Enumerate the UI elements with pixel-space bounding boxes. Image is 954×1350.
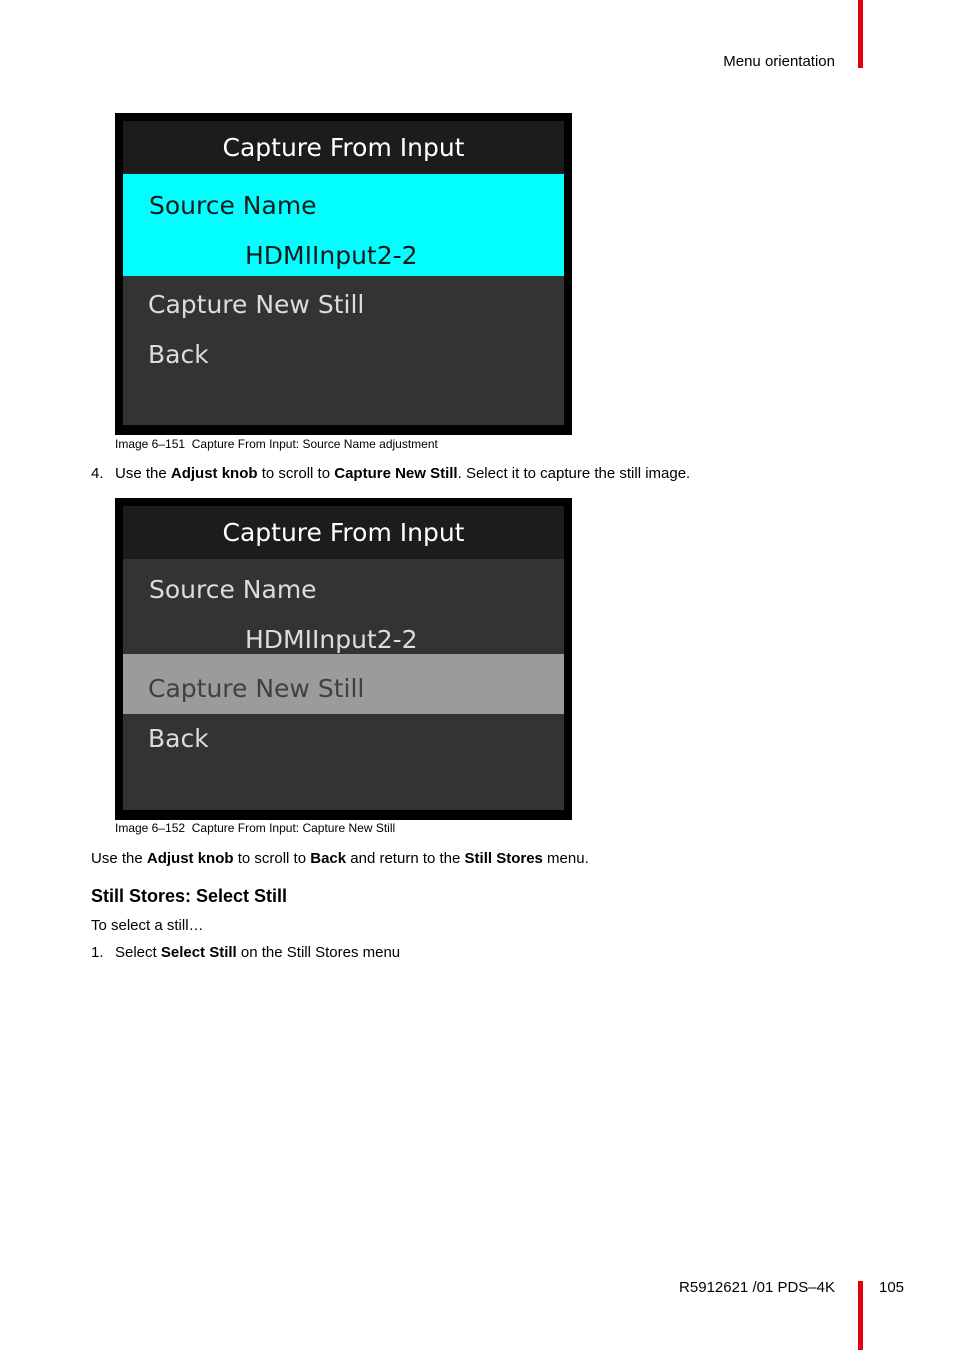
text-run: Select: [115, 944, 161, 961]
text-run: to scroll to: [257, 465, 335, 482]
text-run: Use the: [115, 465, 171, 482]
intro-text: To select a still…: [91, 917, 204, 934]
step-text: [115, 944, 400, 961]
text-run: . Select it to capture the still image.: [457, 465, 691, 482]
menu-title: Capture From Input: [123, 121, 564, 174]
menu-item-back: Back: [148, 724, 209, 753]
caption-number: Image 6–152: [115, 821, 186, 835]
menu-screenshot-source-name: [115, 113, 572, 435]
footer-accent-bar: [858, 1281, 863, 1350]
menu-panel: [123, 121, 564, 425]
bold-term: Back: [310, 850, 347, 867]
bold-term: Still Stores: [464, 850, 543, 867]
list-number: 4.: [91, 465, 104, 482]
text-run: and return to the: [346, 850, 465, 867]
page-number: 105: [879, 1279, 905, 1296]
menu-screenshot-capture-new-still: [115, 498, 572, 820]
menu-item-source-name: Source Name: [149, 575, 317, 604]
body-paragraph: [91, 850, 589, 867]
menu-item-source-value: HDMIInput2-2: [245, 625, 418, 654]
figure-caption: [115, 437, 438, 451]
text-run: to scroll to: [233, 850, 311, 867]
figure-caption: [115, 821, 395, 835]
menu-item-capture-new-still: Capture New Still: [148, 674, 365, 703]
running-header: Menu orientation: [723, 53, 835, 70]
caption-text: Capture From Input: Source Name adjustment: [191, 437, 438, 451]
menu-item-capture-new-still: Capture New Still: [148, 290, 365, 319]
section-heading: Still Stores: Select Still: [91, 886, 288, 906]
menu-item-source-name: Source Name: [149, 191, 317, 220]
bold-term: Select Still: [160, 944, 237, 961]
text-run: Use the: [91, 850, 147, 867]
menu-panel: [123, 506, 564, 810]
bold-term: Adjust knob: [170, 465, 258, 482]
menu-item-back: Back: [148, 340, 209, 369]
list-number: 1.: [91, 944, 104, 961]
footer-document-id: R5912621 /01 PDS–4K: [679, 1279, 835, 1296]
text-run: menu.: [542, 850, 589, 867]
caption-number: Image 6–151: [115, 437, 186, 451]
text-run: on the Still Stores menu: [236, 944, 401, 961]
bold-term: Capture New Still: [334, 465, 458, 482]
menu-title: Capture From Input: [123, 506, 564, 559]
bold-term: Adjust knob: [146, 850, 234, 867]
header-accent-bar: [858, 0, 863, 68]
step-text: [115, 465, 690, 482]
caption-text: Capture From Input: Capture New Still: [191, 821, 396, 835]
menu-item-source-value: HDMIInput2-2: [245, 241, 418, 270]
